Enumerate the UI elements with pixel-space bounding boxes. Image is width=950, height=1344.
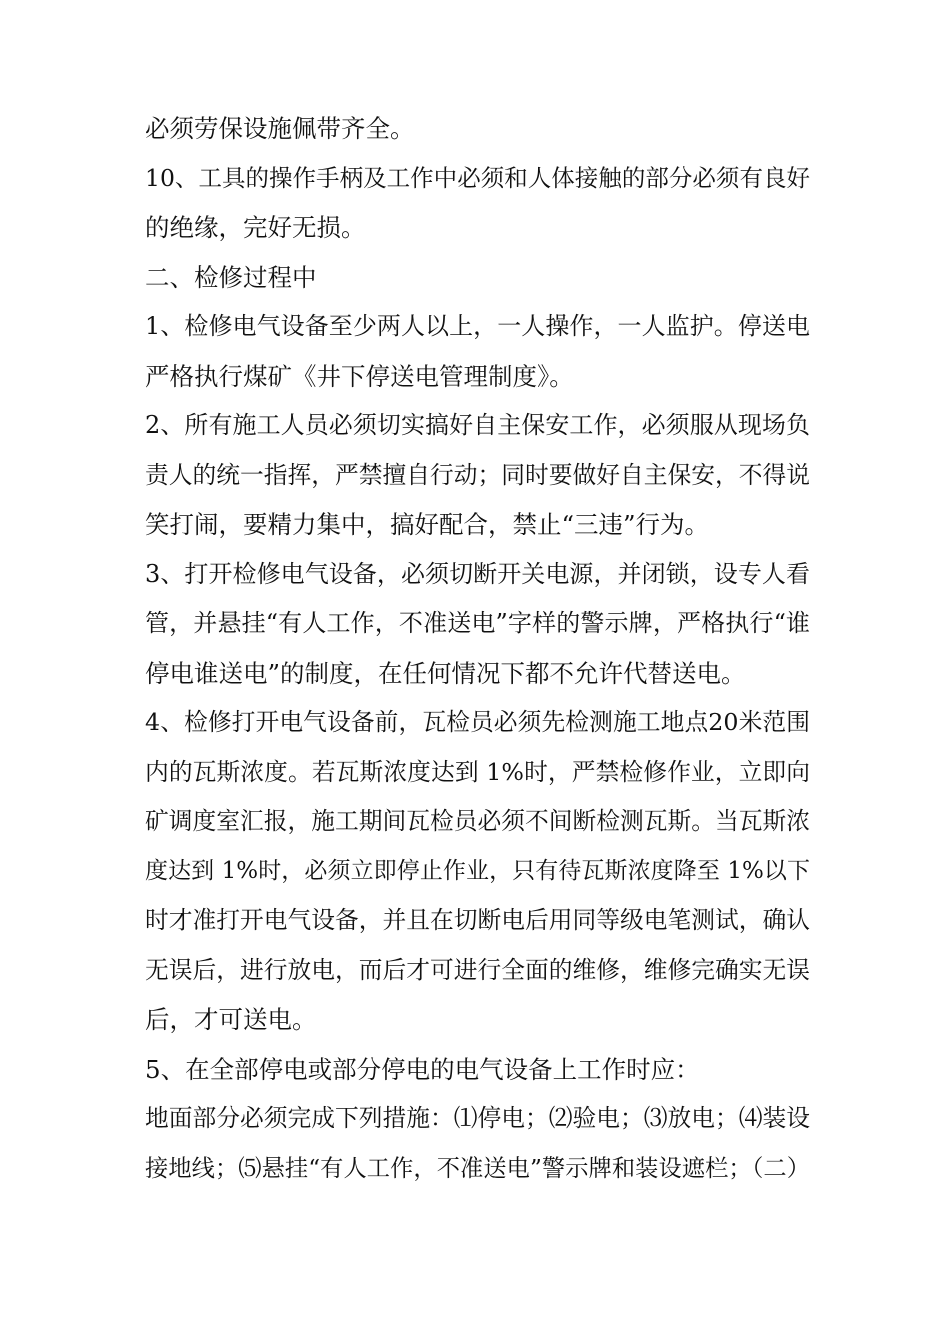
text-line-5: 1、检修电气设备至少两人以上，一人操作，一人监护。停送电 xyxy=(145,312,810,340)
text-line-9: 笑打闹，要精力集中，搞好配合，禁止“三违”行为。 xyxy=(145,510,710,539)
text-line-18: 无误后，进行放电，而后才可进行全面的维修，维修完确实无误 xyxy=(145,955,810,984)
text-line-6: 严格执行煤矿《井下停送电管理制度》。 xyxy=(145,361,574,391)
text-line-22: 接地线；⑸悬挂“有人工作，不准送电”警示牌和装设遮栏；（二） xyxy=(145,1154,810,1182)
text-line-13: 4、检修打开电气设备前，瓦检员必须先检测施工地点20米范围 xyxy=(145,708,810,736)
text-line-8: 责人的统一指挥，严禁擅自行动；同时要做好自主保安，不得说 xyxy=(145,460,810,489)
text-line-15: 矿调度室汇报，施工期间瓦检员必须不间断检测瓦斯。当瓦斯浓 xyxy=(145,807,810,835)
text-line-16: 度达到 1%时，必须立即停止作业，只有待瓦斯浓度降至 1%以下 xyxy=(145,857,810,884)
text-line-7: 2、所有施工人员必须切实搞好自主保安工作，必须服从现场负 xyxy=(145,411,810,439)
body-text xyxy=(145,104,810,1193)
text-line-10: 3、打开检修电气设备，必须切断开关电源，并闭锁，设专人看 xyxy=(145,559,810,588)
section-heading: 二、检修过程中 xyxy=(145,262,317,292)
text-line-11: 管，并悬挂“有人工作，不准送电”字样的警示牌，严格执行“谁 xyxy=(145,609,810,637)
text-line-12: 停电谁送电”的制度，在任何情况下都不允许代替送电。 xyxy=(145,658,746,688)
text-line-1: 必须劳保设施佩带齐全。 xyxy=(145,114,415,143)
text-line-17: 时才准打开电气设备，并且在切断电后用同等级电笔测试，确认 xyxy=(145,906,810,934)
text-line-2: 10、工具的操作手柄及工作中必须和人体接触的部分必须有良好 xyxy=(145,163,810,192)
text-line-19: 后，才可送电。 xyxy=(145,1005,317,1034)
text-line-21: 地面部分必须完成下列措施：⑴停电；⑵验电；⑶放电；⑷装设 xyxy=(145,1104,810,1132)
text-line-14: 内的瓦斯浓度。若瓦斯浓度达到 1%时，严禁检修作业，立即向 xyxy=(145,757,810,786)
text-line-20: 5、在全部停电或部分停电的电气设备上工作时应： xyxy=(145,1054,700,1084)
text-line-3: 的绝缘，完好无损。 xyxy=(145,213,366,242)
